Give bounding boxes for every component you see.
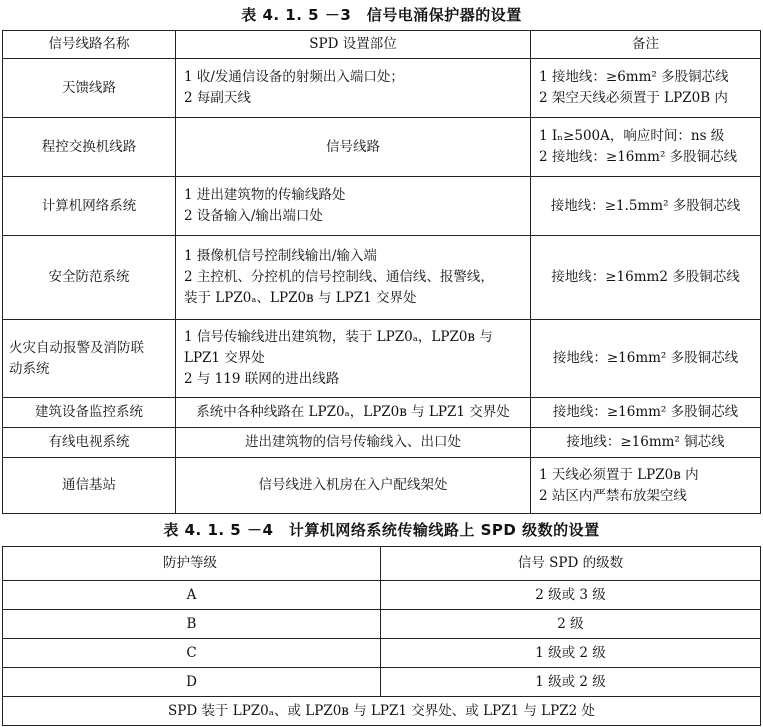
note-line: 接地线：≥16mm² 铜芯线 [566, 434, 725, 450]
header-spd-stages: 信号 SPD 的级数 [381, 547, 761, 581]
line-name: 安全防范系统 [3, 236, 176, 320]
header-protection-level: 防护等级 [3, 547, 381, 581]
footer-note: SPD 装于 LPZ0ₐ、或 LPZ0ʙ 与 LPZ1 交界处、或 LPZ1 与 LPZ2 处 [3, 697, 761, 726]
table-row [3, 668, 761, 697]
spd-location [176, 428, 531, 458]
table1-caption: 表 4. 1. 5 －3 信号电涌保护器的设置 [241, 6, 522, 24]
spd-stages: 1 级或 2 级 [381, 668, 761, 697]
table-row [3, 320, 761, 398]
table-row [3, 177, 761, 236]
spd-location [176, 118, 531, 177]
notes [531, 59, 761, 118]
note-line: 接地线：≥16mm² 多股铜芯线 [552, 404, 739, 420]
location-line: 1 信号传输线进出建筑物，装于 LPZ0ₐ，LPZ0ʙ 与 [184, 329, 493, 345]
location-line: 信号线进入机房在入户配线架处 [258, 477, 448, 493]
note-line: 接地线：≥16mm² 多股铜芯线 [552, 350, 739, 366]
location-line: 1 摄像机信号控制线输出/输入端 [184, 248, 377, 264]
note-line: 2 接地线：≥16mm² 多股铜芯线 [539, 149, 738, 165]
location-line: 装于 LPZ0ₐ、LPZ0ʙ 与 LPZ1 交界处 [184, 290, 417, 306]
location-line: LPZ1 交界处 [184, 350, 265, 366]
table-footer-row [3, 697, 761, 726]
line-name: 天馈线路 [3, 59, 176, 118]
spd-stages: 2 级或 3 级 [381, 581, 761, 610]
line-name [3, 320, 176, 398]
note-line: 1 Iₙ≥500A，响应时间：ns 级 [539, 128, 725, 144]
header-line-name: 信号线路名称 [3, 31, 176, 59]
location-line: 2 与 119 联网的进出线路 [184, 371, 340, 387]
notes [531, 236, 761, 320]
location-line: 1 收/发通信设备的射频出入端口处； [184, 69, 404, 85]
name-line: 火灾自动报警及消防联 [9, 339, 144, 356]
table-row [3, 118, 761, 177]
table-header-row [3, 547, 761, 581]
spd-stages: 1 级或 2 级 [381, 639, 761, 668]
notes [531, 428, 761, 458]
table-row [3, 59, 761, 118]
table-row [3, 639, 761, 668]
location-line: 2 每副天线 [184, 90, 251, 106]
location-line: 2 主控机、分控机的信号控制线、通信线、报警线， [184, 269, 494, 285]
table-row [3, 398, 761, 428]
spd-location [176, 59, 531, 118]
line-name: 通信基站 [3, 458, 176, 514]
location-line: 系统中各种线路在 LPZ0ₐ，LPZ0ʙ 与 LPZ1 交界处 [196, 404, 510, 420]
spd-location [176, 458, 531, 514]
spd-stages: 2 级 [381, 610, 761, 639]
table-row [3, 581, 761, 610]
note-line: 接地线：≥16mm2 多股铜芯线 [551, 269, 740, 285]
note-line: 2 架空天线必须置于 LPZ0B 内 [539, 90, 728, 106]
table-row [3, 236, 761, 320]
note-line: 2 站区内严禁布放架空线 [539, 487, 687, 504]
table-row [3, 428, 761, 458]
spd-location [176, 177, 531, 236]
spd-stage-table [2, 546, 761, 726]
notes [531, 458, 761, 514]
protection-level: C [3, 639, 381, 668]
note-line: 1 天线必须置于 LPZ0ʙ 内 [539, 466, 699, 483]
location-line: 信号线路 [326, 138, 380, 155]
notes [531, 177, 761, 236]
protection-level: A [3, 581, 381, 610]
location-line: 进出建筑物的信号传输线入、出口处 [245, 434, 461, 450]
table-row [3, 610, 761, 639]
note-line: 接地线：≥1.5mm² 多股铜芯线 [550, 197, 741, 214]
location-line: 1 进出建筑物的传输线路处 [184, 187, 346, 203]
header-spd-location: SPD 设置部位 [176, 31, 531, 59]
table-header-row [3, 31, 761, 59]
notes [531, 398, 761, 428]
table2-caption: 表 4. 1. 5 －4 计算机网络系统传输线路上 SPD 级数的设置 [163, 521, 600, 539]
spd-location [176, 320, 531, 398]
header-notes: 备注 [531, 31, 761, 59]
spd-settings-table [2, 30, 761, 514]
protection-level: B [3, 610, 381, 639]
table-row [3, 458, 761, 514]
protection-level: D [3, 668, 381, 697]
line-name: 程控交换机线路 [3, 118, 176, 177]
notes [531, 320, 761, 398]
spd-location [176, 236, 531, 320]
line-name: 计算机网络系统 [3, 177, 176, 236]
spd-location [176, 398, 531, 428]
note-line: 1 接地线：≥6mm² 多股铜芯线 [539, 69, 729, 85]
notes [531, 118, 761, 177]
name-line: 动系统 [9, 360, 50, 377]
location-line: 2 设备输入/输出端口处 [184, 208, 323, 224]
line-name: 建筑设备监控系统 [3, 398, 176, 428]
line-name: 有线电视系统 [3, 428, 176, 458]
